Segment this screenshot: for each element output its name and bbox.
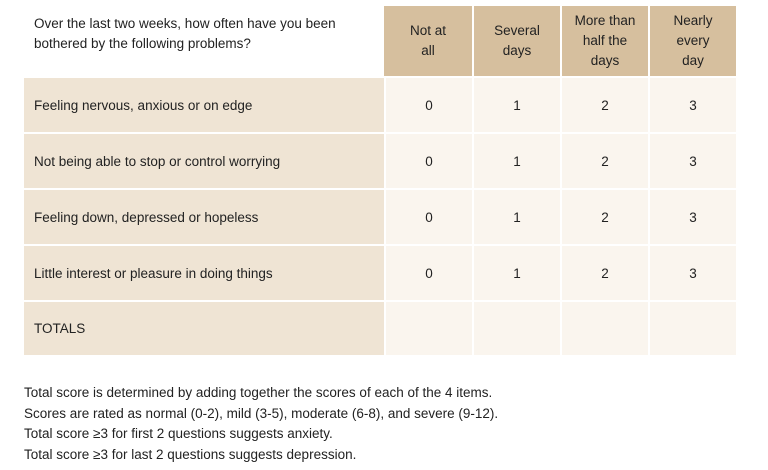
score-cell: 2 <box>560 244 648 300</box>
score-cell: 0 <box>384 132 472 188</box>
questionnaire-table <box>24 6 736 355</box>
score-cell: 0 <box>384 76 472 132</box>
score-cell: 0 <box>384 188 472 244</box>
score-cell: 1 <box>472 244 560 300</box>
totals-label: TOTALS <box>24 300 384 355</box>
total-cell <box>560 300 648 355</box>
score-cell: 1 <box>472 76 560 132</box>
score-cell: 2 <box>560 132 648 188</box>
column-header-nearly-every-day: Nearly every day <box>648 6 736 76</box>
scoring-notes <box>24 383 498 465</box>
score-cell: 3 <box>648 188 736 244</box>
note-line: Scores are rated as normal (0-2), mild (3-5), moderate (6-8), and severe (9-12). <box>24 405 499 421</box>
note-line: Total score ≥3 for last 2 questions suggests depression. <box>24 446 357 462</box>
score-cell: 1 <box>472 132 560 188</box>
total-cell <box>384 300 472 355</box>
row-label: Feeling down, depressed or hopeless <box>24 188 384 244</box>
score-cell: 3 <box>648 132 736 188</box>
row-label: Not being able to stop or control worrying <box>24 132 384 188</box>
question-prompt: Over the last two weeks, how often have you been bothered by the following problems? <box>24 6 384 76</box>
column-header-not-at-all: Not at all <box>384 6 472 76</box>
total-cell <box>472 300 560 355</box>
column-header-several-days: Several days <box>472 6 560 76</box>
row-label: Little interest or pleasure in doing things <box>24 244 384 300</box>
score-cell: 0 <box>384 244 472 300</box>
note-line: Total score is determined by adding together the scores of each of the 4 items. <box>24 385 493 400</box>
score-cell: 3 <box>648 76 736 132</box>
row-label: Feeling nervous, anxious or on edge <box>24 76 384 132</box>
score-cell: 1 <box>472 188 560 244</box>
score-cell: 3 <box>648 244 736 300</box>
score-cell: 2 <box>560 188 648 244</box>
total-cell <box>648 300 736 355</box>
score-cell: 2 <box>560 76 648 132</box>
column-header-more-than-half: More than half the days <box>560 6 648 76</box>
note-line: Total score ≥3 for first 2 questions suggests anxiety. <box>24 426 333 441</box>
